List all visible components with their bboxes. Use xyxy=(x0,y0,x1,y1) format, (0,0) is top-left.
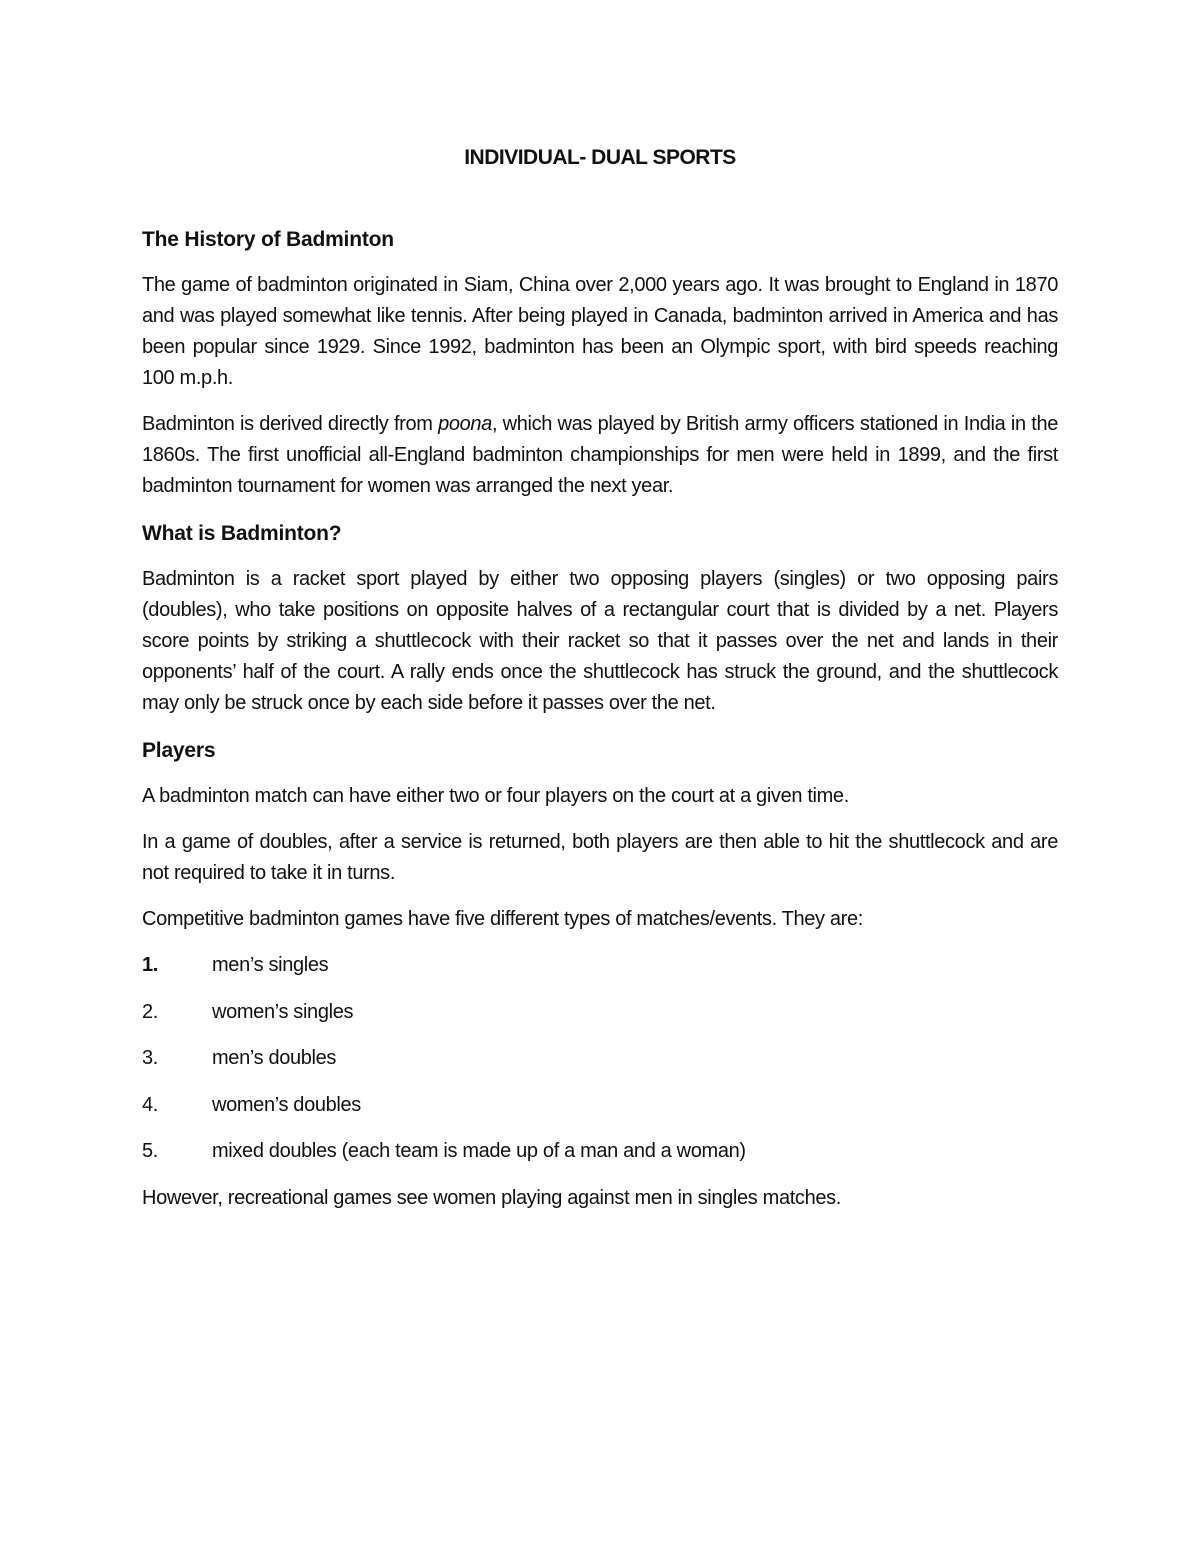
history-p2-text-end: , which was played by British army officers stationed in India in the 1860s. The first unofficial all-England badminton championships for men were held in 1899, and the first badminton tournament for women was arranged the next year. xyxy=(142,413,1058,497)
list-item xyxy=(142,997,1058,1028)
list-text: mixed doubles (each team is made up of a man and a woman) xyxy=(212,1140,746,1162)
list-text: women’s doubles xyxy=(212,1093,361,1116)
what-is-paragraph: Badminton is a racket sport played by either two opposing players (singles) or two opposing pairs (doubles), who take positions on opposite halves of a rectangular court that is divided by a net. Players score points by striking a shuttlecock with their racket so that it passes over the net and lands in their opponents’ half of the court. A rally ends once the shuttlecock has struck the ground, and the shuttlecock may only be struck once by each side before it passes over the net. xyxy=(142,568,1058,714)
list-item xyxy=(142,1136,1058,1167)
document-title: INDIVIDUAL- DUAL SPORTS xyxy=(464,146,736,169)
players-paragraph-1: A badminton match can have either two or four players on the court at a given time. xyxy=(142,785,849,807)
list-text: women’s singles xyxy=(212,1000,354,1023)
list-text: men’s doubles xyxy=(212,1047,337,1069)
events-list xyxy=(142,950,1058,1167)
players-heading: Players xyxy=(142,739,216,762)
players-paragraph-2: In a game of doubles, after a service is returned, both players are then able to hit the shuttlecock and are not required to take it in turns. xyxy=(142,831,1058,884)
history-paragraph-1: The game of badminton originated in Siam, China over 2,000 years ago. It was brought to England in 1870 and was played somewhat like tennis. After being played in Canada, badminton arrived in America and has been popular since 1929. Since 1992, badminton has been an Olympic sport, with bird speeds reaching 100 m.p.h. xyxy=(142,274,1058,389)
history-paragraph-2 xyxy=(142,409,1058,502)
list-number: 5. xyxy=(142,1140,158,1162)
list-number: 1. xyxy=(142,954,158,976)
list-item xyxy=(142,1090,1058,1121)
what-is-heading: What is Badminton? xyxy=(142,522,342,545)
list-item xyxy=(142,950,1058,981)
list-number: 2. xyxy=(142,1000,158,1023)
players-paragraph-3: Competitive badminton games have five different types of matches/events. They are: xyxy=(142,908,863,930)
history-p2-text-start: Badminton is derived directly from xyxy=(142,413,439,435)
players-paragraph-4: However, recreational games see women playing against men in singles matches. xyxy=(142,1186,841,1209)
list-number: 3. xyxy=(142,1047,158,1069)
poona-term: poona xyxy=(438,413,492,435)
list-text: men’s singles xyxy=(212,954,329,976)
list-number: 4. xyxy=(142,1093,158,1116)
history-heading: The History of Badminton xyxy=(142,228,394,251)
list-item xyxy=(142,1043,1058,1074)
